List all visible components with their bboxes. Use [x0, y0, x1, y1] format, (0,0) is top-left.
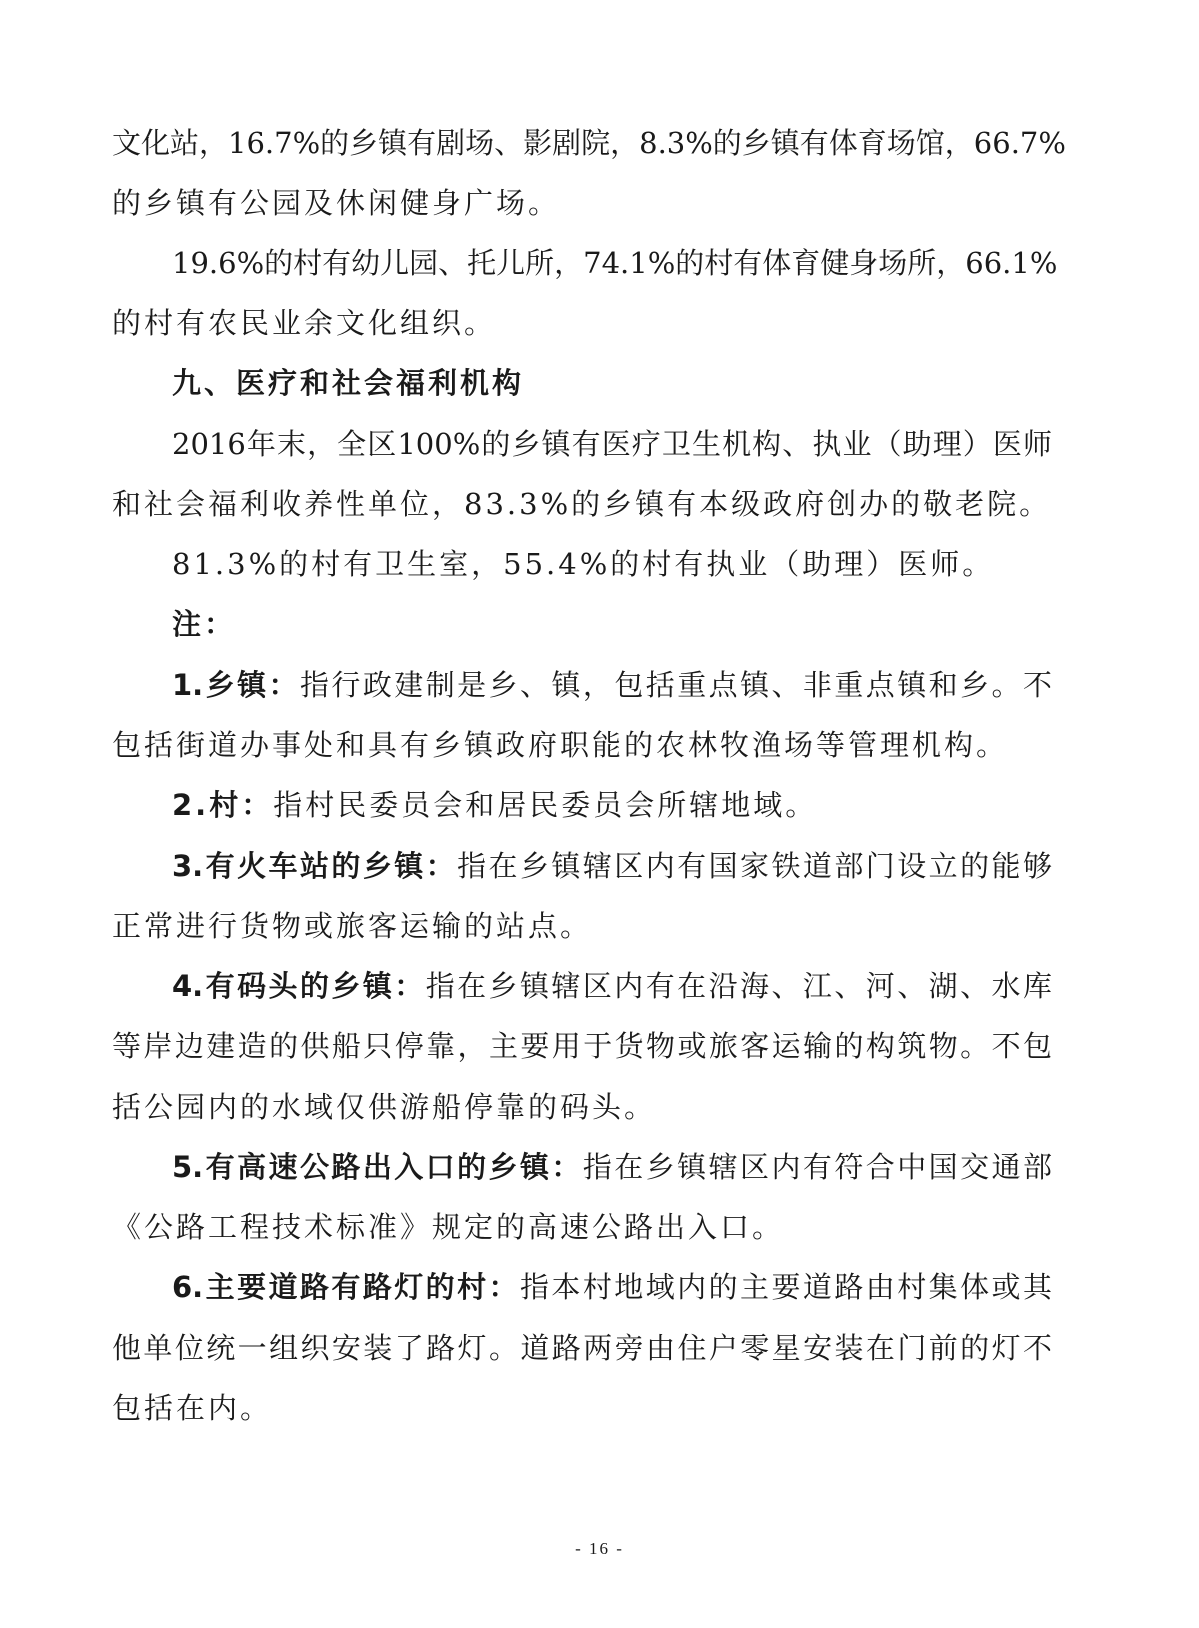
body-line: 等岸边建造的供船只停靠，主要用于货物或旅客运输的构筑物。不包 — [112, 1029, 1052, 1063]
body-line: 的乡镇有公园及休闲健身广场。 — [112, 186, 561, 220]
body-line: 81.3%的村有卫生室，55.4%的村有执业（助理）医师。 — [172, 547, 995, 581]
note-item — [172, 966, 1052, 1006]
body-line: 和社会福利收养性单位，83.3%的乡镇有本级政府创办的敬老院。 — [112, 487, 1052, 521]
body-line: 他单位统一组织安装了路灯。道路两旁由住户零星安装在门前的灯不 — [112, 1331, 1052, 1365]
section-heading: 九、医疗和社会福利机构 — [172, 366, 525, 400]
body-line: 正常进行货物或旅客运输的站点。 — [112, 909, 593, 943]
note-term: 3.有火车站的乡镇： — [172, 849, 458, 883]
note-item — [172, 1147, 1052, 1187]
body-line: 2016年末，全区100%的乡镇有医疗卫生机构、执业（助理）医师 — [172, 427, 1052, 461]
note-term: 5.有高速公路出入口的乡镇： — [172, 1150, 583, 1184]
note-definition: 指本村地域内的主要道路由村集体或其 — [520, 1270, 1052, 1304]
body-line: 文化站，16.7%的乡镇有剧场、影剧院，8.3%的乡镇有体育场馆，66.7% — [112, 126, 1066, 160]
note-item — [172, 785, 1052, 825]
page-number: - 16 - — [575, 1539, 624, 1558]
body-line: 包括街道办事处和具有乡镇政府职能的农林牧渔场等管理机构。 — [112, 728, 1009, 762]
body-line: 19.6%的村有幼儿园、托儿所，74.1%的村有体育健身场所，66.1% — [172, 246, 1058, 280]
note-definition: 指在乡镇辖区内有国家铁道部门设立的能够 — [457, 849, 1052, 883]
body-line: 括公园内的水域仅供游船停靠的码头。 — [112, 1090, 657, 1124]
body-line: 的村有农民业余文化组织。 — [112, 306, 497, 340]
body-line: 包括在内。 — [112, 1391, 273, 1425]
note-term: 6.主要道路有路灯的村： — [172, 1270, 520, 1304]
note-definition: 指在乡镇辖区内有在沿海、江、河、湖、水库 — [425, 969, 1052, 1003]
note-term: 4.有码头的乡镇： — [172, 969, 426, 1003]
body-line: 《公路工程技术标准》规定的高速公路出入口。 — [112, 1210, 785, 1244]
note-definition: 指行政建制是乡、镇，包括重点镇、非重点镇和乡。不 — [299, 668, 1052, 702]
note-term: 2.村： — [172, 788, 274, 822]
note-item — [172, 665, 1052, 705]
note-definition: 指村民委员会和居民委员会所辖地域。 — [273, 788, 818, 822]
note-item — [172, 1267, 1052, 1307]
note-term: 1.乡镇： — [172, 668, 300, 702]
note-item — [172, 846, 1052, 886]
notes-heading: 注： — [172, 607, 237, 641]
note-definition: 指在乡镇辖区内有符合中国交通部 — [582, 1150, 1052, 1184]
